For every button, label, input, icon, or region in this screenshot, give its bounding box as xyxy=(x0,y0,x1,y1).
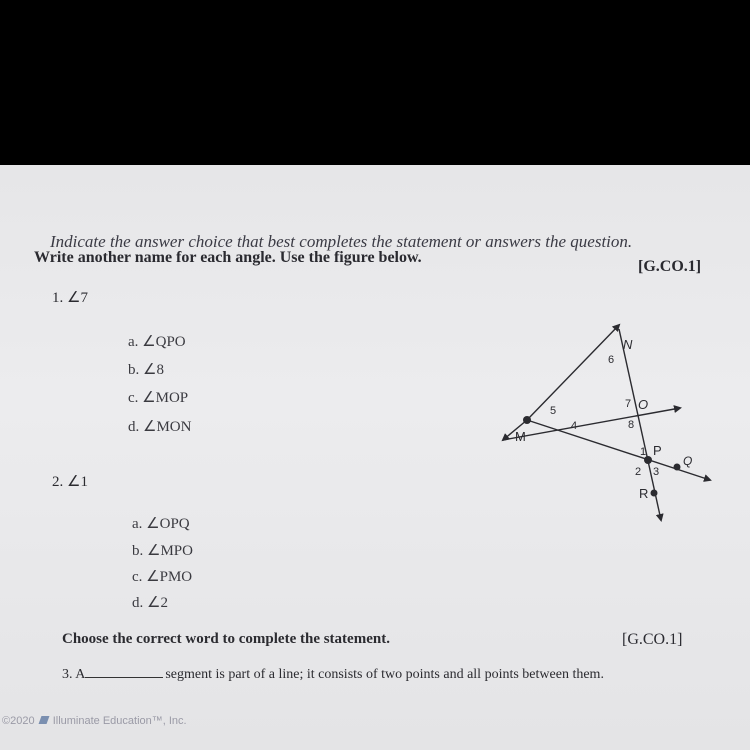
point-r xyxy=(651,490,658,497)
footer-company: Illuminate Education™, Inc. xyxy=(52,715,187,727)
ray-mn xyxy=(527,325,619,420)
illuminate-logo-icon xyxy=(38,716,49,724)
standard-tag-2: [G.CO.1] xyxy=(622,631,683,648)
point-q xyxy=(674,464,681,471)
question-3-suffix: segment is part of a line; it consists of two points and all points between them. xyxy=(165,667,604,682)
label-q: Q xyxy=(683,454,693,468)
angle-6: 6 xyxy=(608,354,615,366)
answer-blank[interactable] xyxy=(85,677,163,678)
q1-option-a[interactable]: a. ∠QPO xyxy=(128,334,186,350)
angle-8: 8 xyxy=(628,419,635,431)
label-r: R xyxy=(639,486,649,501)
angle-1: 1 xyxy=(640,446,647,458)
footer xyxy=(2,715,187,727)
label-n: N xyxy=(623,337,633,352)
label-m: M xyxy=(515,429,526,444)
angle-7: 7 xyxy=(625,398,632,410)
instruction-text: Indicate the answer choice that best completes the statement or answers the question. xyxy=(50,232,633,251)
q2-option-b[interactable]: b. ∠MPO xyxy=(132,543,193,559)
task-text: Write another name for each angle. Use the figure below. xyxy=(34,249,422,266)
point-m xyxy=(523,416,531,424)
section-2-heading: Choose the correct word to complete the statement. xyxy=(62,631,390,647)
footer-copyright: ©2020 xyxy=(2,715,35,727)
q1-option-b[interactable]: b. ∠8 xyxy=(128,362,164,378)
angle-5: 5 xyxy=(550,405,557,417)
question-3 xyxy=(62,667,604,683)
q2-option-d[interactable]: d. ∠2 xyxy=(132,595,168,611)
question-3-prefix: 3. A xyxy=(62,667,86,682)
geometry-figure xyxy=(495,315,725,525)
line-mq xyxy=(527,420,710,480)
label-o: O xyxy=(638,397,649,412)
q1-option-c[interactable]: c. ∠MOP xyxy=(128,390,189,406)
question-1-label: 1. ∠7 xyxy=(52,290,88,306)
angle-4: 4 xyxy=(571,420,578,432)
label-p: P xyxy=(653,443,662,458)
question-2-label: 2. ∠1 xyxy=(52,474,88,490)
q2-option-a[interactable]: a. ∠OPQ xyxy=(132,516,190,532)
line-mo xyxy=(503,408,680,440)
angle-2: 2 xyxy=(635,466,642,478)
q1-option-d[interactable]: d. ∠MON xyxy=(128,419,192,435)
angle-3: 3 xyxy=(653,466,660,478)
standard-tag-1: [G.CO.1] xyxy=(638,258,702,275)
q2-option-c[interactable]: c. ∠PMO xyxy=(132,569,193,585)
